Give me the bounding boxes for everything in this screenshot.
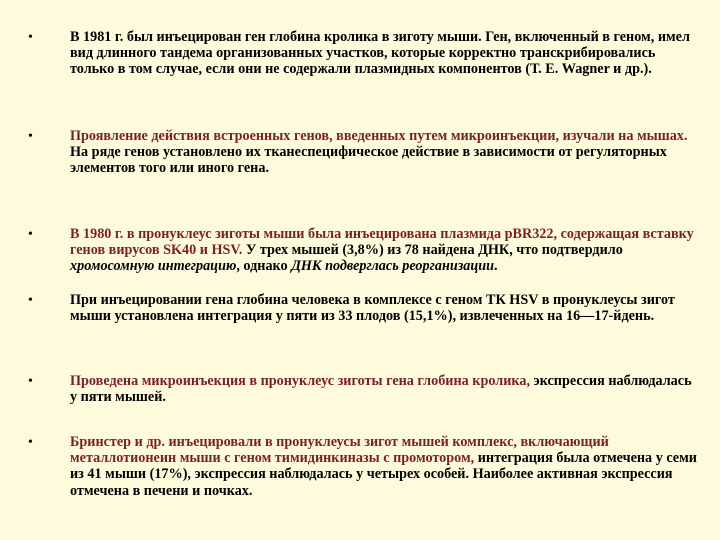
paragraph-text: При инъецировании гена глобина человека в комплексе с геном ТК HSV в пронуклеусы зигот мыши установлена интеграция у пяти из 33 плодов (15,1%), извлеченных на 16—17-йдень. xyxy=(70,292,675,325)
paragraph-text: На ряде генов установлено их тканеспецифическое действие в зависимости от регуляторных элементов того или иного гена. xyxy=(70,144,667,177)
paragraph-text: интеграция была отмечена у семи из 41 мыши (17%), экспрессия наблюдалась у четырех особей. Наиболее активная экспрессия отмечена в печени и почках. xyxy=(70,450,697,499)
bullet-text xyxy=(70,434,698,499)
bullet-item-gene-action xyxy=(28,128,698,177)
bullet-dot: • xyxy=(28,129,33,144)
bullet-text xyxy=(70,292,698,324)
paragraph-text: , однако xyxy=(236,258,292,275)
italic-text: хромосомную интеграцию xyxy=(70,258,237,275)
bullet-dot: • xyxy=(28,227,33,242)
bullet-dot: • xyxy=(28,435,33,450)
highlighted-text: Бринстер и др. инъецировали в пронуклеусы зигот мышей комплекс, включающий металлотионеин мыши с геном тимидинкиназы с промотором, xyxy=(70,434,609,467)
bullet-text xyxy=(70,29,698,78)
bullet-item-human-globin xyxy=(28,292,698,324)
bullet-dot: • xyxy=(28,30,33,45)
bullet-item-brinster xyxy=(28,434,698,499)
paragraph-text: У трех мышей (3,8%) из 78 найдена ДНК, что подтвердило xyxy=(242,242,623,259)
bullet-item-1980-plasmid xyxy=(28,226,698,275)
highlighted-text: Проведена микроинъекция в пронуклеус зиготы гена глобина кролика, xyxy=(70,373,530,389)
bullet-item-1981-rabbit-globin xyxy=(28,29,698,78)
bullet-item-microinjection xyxy=(28,373,698,405)
bullet-text xyxy=(70,373,698,405)
highlighted-text: В 1980 г. в пронуклеус зиготы мыши была инъецирована плазмида pBR322, содержащая вставку генов вирусов SK40 и HSV. xyxy=(70,226,694,259)
highlighted-text: Проявление действия встроенных генов, введенных путем микроинъекции, изучали на мышах. xyxy=(70,128,688,144)
paragraph-text: . xyxy=(494,258,498,275)
bullet-dot: • xyxy=(28,293,33,308)
bullet-text xyxy=(70,226,698,275)
paragraph-text: В 1981 г. был инъецирован ген глобина кролика в зиготу мыши. Ген, включенный в геном, имел вид длинного тандема организованных участков, которые корректно транскрибировались только в том случае, если они не содержали плазмидных компонентов (Т. Е. Wagner и др.). xyxy=(70,29,690,78)
bullet-text xyxy=(70,128,698,177)
italic-text: ДНК подверглась реорганизации xyxy=(291,258,495,275)
bullet-dot: • xyxy=(28,374,33,389)
paragraph-text: экспрессия наблюдалась у пяти мышей. xyxy=(70,373,692,406)
